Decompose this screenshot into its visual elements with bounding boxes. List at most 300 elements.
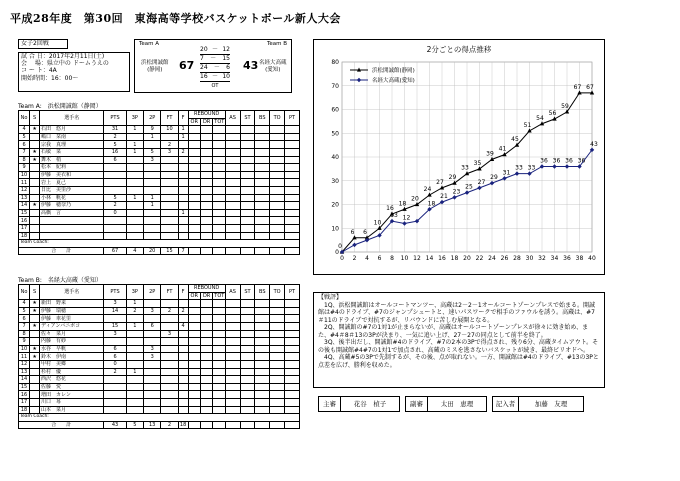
empty-cell xyxy=(188,179,200,187)
empty-cell xyxy=(188,353,200,361)
player-cell: 7 xyxy=(19,322,30,330)
empty-cell xyxy=(255,406,270,414)
player-cell: 3 xyxy=(161,330,178,338)
player-cell xyxy=(178,179,188,187)
team-a-label: Team A xyxy=(139,41,160,47)
hdr-f: F xyxy=(178,285,188,300)
empty-cell xyxy=(270,126,285,134)
y-tick-label: 60 xyxy=(331,106,339,114)
empty-cell xyxy=(213,338,225,346)
player-cell xyxy=(144,406,161,414)
player-cell: 16 xyxy=(19,217,30,225)
empty-cell xyxy=(188,360,200,368)
hdr-3p: 3P xyxy=(126,111,143,126)
player-cell: 8 xyxy=(19,330,30,338)
empty-cell xyxy=(188,330,200,338)
player-cell xyxy=(104,406,126,414)
empty-cell xyxy=(213,406,225,414)
player-cell: 西沢 悠花 xyxy=(40,376,104,384)
player-cell xyxy=(40,232,104,240)
empty-cell xyxy=(285,368,300,376)
empty-cell xyxy=(285,391,300,399)
x-tick-label: 24 xyxy=(488,255,496,262)
player-cell: 6 xyxy=(19,141,30,149)
score-progress-chart xyxy=(313,39,605,275)
empty-cell xyxy=(285,322,300,330)
player-cell xyxy=(161,164,178,172)
player-cell xyxy=(30,164,40,172)
empty-cell xyxy=(270,345,285,353)
empty-cell xyxy=(213,179,225,187)
q4-b: 10 xyxy=(222,73,230,80)
hdr-dr: DR xyxy=(200,292,212,300)
player-cell: 舞木 梢 xyxy=(40,156,104,164)
player-cell: 1 xyxy=(126,148,143,156)
x-tick-label: 8 xyxy=(390,255,394,262)
total-cell: 67 xyxy=(104,247,126,255)
empty-cell xyxy=(285,133,300,141)
player-row xyxy=(19,398,300,406)
empty-cell xyxy=(225,164,240,172)
data-label: 33 xyxy=(527,164,536,172)
empty-cell xyxy=(225,217,240,225)
player-cell: 10 xyxy=(19,345,30,353)
player-cell xyxy=(161,171,178,179)
player-cell xyxy=(126,164,143,172)
hdr-tot: TOT xyxy=(214,292,225,299)
player-cell: 1 xyxy=(144,133,161,141)
data-label: 6 xyxy=(363,228,367,236)
empty-cell xyxy=(270,194,285,202)
player-row xyxy=(19,376,300,384)
x-tick-label: 20 xyxy=(463,255,471,262)
empty-cell xyxy=(213,209,225,217)
empty-cell xyxy=(270,217,285,225)
empty-cell xyxy=(213,307,225,315)
player-row xyxy=(19,391,300,399)
player-cell: 伊藤 瑞穂 xyxy=(40,307,104,315)
player-cell xyxy=(104,186,126,194)
player-cell: 16 xyxy=(104,148,126,156)
empty-cell xyxy=(188,164,200,172)
empty-cell xyxy=(255,141,270,149)
player-cell xyxy=(178,383,188,391)
empty-cell xyxy=(225,330,240,338)
data-point xyxy=(415,202,419,206)
total-cell: 20 xyxy=(144,247,161,255)
data-label: 39 xyxy=(486,150,494,158)
player-cell xyxy=(178,217,188,225)
x-tick-label: 10 xyxy=(400,255,409,262)
comment-paragraph: 4Q、高蔵#5の3Pで先制するが、その後、点が取れない。一方、開誠館は#4のドライブ、#13の3Pと点差を広げ、勝利を収めた。 xyxy=(318,354,599,369)
empty-cell xyxy=(188,345,200,353)
player-cell xyxy=(178,338,188,346)
player-cell: 17 xyxy=(19,224,30,232)
player-cell xyxy=(161,353,178,361)
empty-cell xyxy=(200,376,212,384)
player-cell xyxy=(144,141,161,149)
main-referee-name: 花谷 楨子 xyxy=(353,400,387,408)
team-b-stats-table xyxy=(18,284,300,429)
player-cell: 2 xyxy=(104,202,126,210)
player-cell: 11 xyxy=(19,353,30,361)
empty-cell xyxy=(240,217,255,225)
player-row xyxy=(19,232,300,240)
player-cell xyxy=(161,391,178,399)
main-referee-box xyxy=(318,396,400,412)
player-cell xyxy=(126,217,143,225)
data-label: 56 xyxy=(548,110,557,117)
player-cell xyxy=(161,232,178,240)
x-tick-label: 32 xyxy=(538,255,546,262)
legend-label: 浜松開誠館(静岡) xyxy=(372,68,415,74)
empty-cell xyxy=(200,315,212,323)
player-cell xyxy=(178,202,188,210)
sub-referee-box xyxy=(405,396,487,412)
empty-cell xyxy=(188,307,200,315)
empty-cell xyxy=(213,194,225,202)
total-zero-cell xyxy=(225,421,240,429)
player-cell xyxy=(178,224,188,232)
player-row xyxy=(19,360,300,368)
player-cell xyxy=(161,217,178,225)
comment-paragraph: 1Q、浜松開誠館はオールコートマンツー、高蔵は2－2－1オールコートゾーンプレスで始まる。開誠館は#4のドライブ、#7のジャンプシュートと、速いパスワークで相手のファウルを誘う。高蔵は、#7＃11のドライブで対抗するが、リバウンドに苦しむ展開となる。 xyxy=(318,301,595,324)
x-tick-label: 30 xyxy=(525,255,534,262)
empty-cell xyxy=(188,217,200,225)
total-zero-cell xyxy=(270,247,285,255)
data-label: 67 xyxy=(573,83,582,91)
hdr-as: AS xyxy=(225,111,240,126)
player-cell xyxy=(104,398,126,406)
player-cell xyxy=(178,345,188,353)
player-row xyxy=(19,179,300,187)
empty-cell xyxy=(188,383,200,391)
empty-cell xyxy=(270,179,285,187)
player-cell xyxy=(104,224,126,232)
empty-cell xyxy=(225,398,240,406)
player-row xyxy=(19,406,300,414)
empty-cell xyxy=(240,383,255,391)
data-point xyxy=(540,164,544,168)
data-label: 43 xyxy=(590,140,598,148)
empty-cell xyxy=(225,179,240,187)
data-point xyxy=(490,181,494,185)
player-cell xyxy=(126,406,143,414)
player-cell xyxy=(144,330,161,338)
recorder-label: 記入者 xyxy=(493,397,519,411)
team-a-name: 浜松開誠館 (静岡) xyxy=(141,60,169,73)
total-cell: 5 xyxy=(126,421,143,429)
empty-cell xyxy=(213,391,225,399)
data-label: 24 xyxy=(423,186,432,193)
player-cell xyxy=(30,330,40,338)
player-cell xyxy=(126,171,143,179)
empty-cell xyxy=(285,307,300,315)
empty-cell xyxy=(285,315,300,323)
player-row xyxy=(19,330,300,338)
y-tick-label: 80 xyxy=(331,59,339,66)
empty-cell xyxy=(255,133,270,141)
player-cell: 6 xyxy=(144,322,161,330)
player-cell: 松本 紀莉 xyxy=(40,164,104,172)
empty-cell xyxy=(225,141,240,149)
player-cell: 1 xyxy=(144,194,161,202)
total-cell: 13 xyxy=(144,421,161,429)
player-cell: 3 xyxy=(144,307,161,315)
player-cell xyxy=(161,360,178,368)
empty-cell xyxy=(200,217,212,225)
empty-cell xyxy=(255,186,270,194)
empty-cell xyxy=(200,330,212,338)
player-cell: 14 xyxy=(19,376,30,384)
x-tick-label: 2 xyxy=(352,255,357,262)
y-tick-label: 50 xyxy=(331,130,339,138)
empty-cell xyxy=(200,391,212,399)
player-cell: 2 xyxy=(104,133,126,141)
player-cell xyxy=(104,179,126,187)
empty-cell xyxy=(285,209,300,217)
x-tick-label: 34 xyxy=(550,255,559,262)
data-label: 29 xyxy=(448,174,457,182)
total-zero-cell xyxy=(285,421,300,429)
empty-cell xyxy=(255,179,270,187)
y-tick-label: 20 xyxy=(331,201,339,209)
empty-cell xyxy=(270,300,285,308)
empty-cell xyxy=(225,391,240,399)
empty-cell xyxy=(270,322,285,330)
q2-b: 15 xyxy=(222,55,230,62)
empty-cell xyxy=(285,353,300,361)
total-cell: 18 xyxy=(179,421,187,428)
data-point xyxy=(527,171,531,175)
empty-cell xyxy=(255,217,270,225)
empty-cell xyxy=(225,376,240,384)
empty-cell xyxy=(225,171,240,179)
player-cell xyxy=(178,186,188,194)
player-cell: 3 xyxy=(104,330,126,338)
data-point xyxy=(352,243,356,247)
player-cell xyxy=(144,376,161,384)
player-cell xyxy=(30,224,40,232)
data-point xyxy=(477,186,481,190)
player-cell xyxy=(40,224,104,232)
legend-marker xyxy=(357,78,361,82)
player-cell xyxy=(178,141,188,149)
empty-cell xyxy=(200,171,212,179)
data-label: 25 xyxy=(465,183,473,191)
empty-cell xyxy=(240,307,255,315)
total-zero-cell xyxy=(255,421,270,429)
empty-cell xyxy=(255,164,270,172)
player-cell: 4 xyxy=(19,126,30,134)
empty-cell xyxy=(270,315,285,323)
player-cell: 1 xyxy=(178,126,188,134)
sub-referee-name: 太田 恵理 xyxy=(440,400,474,408)
total-label: 合 計 xyxy=(19,247,104,255)
empty-cell xyxy=(240,148,255,156)
team-a-stats-table xyxy=(18,110,300,255)
info-line: 開始時間：16：00～ xyxy=(21,74,79,82)
player-cell xyxy=(178,353,188,361)
data-point xyxy=(552,164,556,168)
hdr-pt: PT xyxy=(285,111,300,126)
player-cell: ★ xyxy=(30,156,40,164)
player-cell: ★ xyxy=(30,353,40,361)
empty-cell xyxy=(200,368,212,376)
q3-a: 24 xyxy=(200,64,208,71)
empty-cell xyxy=(240,315,255,323)
player-cell xyxy=(144,164,161,172)
hdr-s: S xyxy=(30,111,40,126)
empty-cell xyxy=(285,345,300,353)
empty-cell xyxy=(200,202,212,210)
game-info-box xyxy=(18,52,130,92)
player-cell: 9 xyxy=(144,126,161,134)
data-label: 12 xyxy=(402,214,411,222)
x-tick-label: 12 xyxy=(413,255,421,262)
player-cell: 2 xyxy=(104,368,126,376)
game-round-tag: 女子2回戦 xyxy=(18,39,68,49)
sub-referee-label: 副審 xyxy=(406,397,428,411)
player-cell xyxy=(144,209,161,217)
player-cell xyxy=(126,133,143,141)
player-cell xyxy=(178,330,188,338)
data-label: 36 xyxy=(552,157,561,165)
empty-cell xyxy=(200,383,212,391)
empty-cell xyxy=(225,353,240,361)
empty-cell xyxy=(270,141,285,149)
empty-cell xyxy=(188,368,200,376)
empty-cell xyxy=(188,376,200,384)
empty-cell xyxy=(240,202,255,210)
empty-cell xyxy=(200,194,212,202)
hdr-or: OR xyxy=(188,118,200,126)
player-cell xyxy=(161,202,178,210)
data-point xyxy=(502,152,506,156)
total-zero-cell xyxy=(240,421,255,429)
player-cell xyxy=(126,353,143,361)
empty-cell xyxy=(240,232,255,240)
player-cell: 佐々 菜月 xyxy=(40,330,104,338)
empty-cell xyxy=(225,202,240,210)
player-cell: 嶋口 栞南 xyxy=(40,133,104,141)
main-referee-label: 主審 xyxy=(319,397,341,411)
info-line: コ ー ト：4A xyxy=(21,67,57,75)
total-label: 合 計 xyxy=(19,421,104,429)
player-cell: 水谷 早帆 xyxy=(40,345,104,353)
empty-cell xyxy=(200,133,212,141)
empty-cell xyxy=(255,322,270,330)
legend-label: 名経大高蔵(愛知) xyxy=(372,78,415,84)
empty-cell xyxy=(240,186,255,194)
player-cell xyxy=(144,179,161,187)
player-cell: 甲村 美郷 xyxy=(40,360,104,368)
hdr-f: F xyxy=(178,111,188,126)
hdr-as: AS xyxy=(225,285,240,300)
player-cell xyxy=(104,171,126,179)
info-line: 会 場：県立中の ドームうえの xyxy=(21,60,109,68)
player-cell xyxy=(30,186,40,194)
empty-cell xyxy=(213,186,225,194)
x-tick-label: 22 xyxy=(475,255,484,262)
hdr-no: No xyxy=(19,111,30,126)
empty-cell xyxy=(225,322,240,330)
empty-cell xyxy=(213,322,225,330)
hdr-2p: 2P xyxy=(144,285,161,300)
data-label: 13 xyxy=(390,212,398,220)
player-cell xyxy=(161,133,178,141)
total-zero-cell xyxy=(240,247,255,255)
empty-cell xyxy=(213,156,225,164)
empty-cell xyxy=(285,126,300,134)
total-zero-cell xyxy=(285,247,300,255)
player-cell: 5 xyxy=(19,307,30,315)
player-cell: 6 xyxy=(104,353,126,361)
data-label: 0 xyxy=(338,243,342,250)
player-row xyxy=(19,202,300,210)
empty-cell xyxy=(188,322,200,330)
data-label: 51 xyxy=(523,121,532,129)
empty-cell xyxy=(270,133,285,141)
empty-cell xyxy=(240,224,255,232)
empty-cell xyxy=(188,133,200,141)
player-cell xyxy=(161,209,178,217)
empty-cell xyxy=(285,398,300,406)
player-cell: 伊藤 美衣和 xyxy=(40,171,104,179)
player-cell xyxy=(178,232,188,240)
player-cell: 高橋 言 xyxy=(40,209,104,217)
empty-cell xyxy=(240,126,255,134)
player-cell xyxy=(161,179,178,187)
data-label: 10 xyxy=(373,219,382,227)
empty-cell xyxy=(225,406,240,414)
player-cell: 2 xyxy=(161,307,178,315)
player-cell: 内藤 有紗 xyxy=(40,338,104,346)
player-cell xyxy=(144,217,161,225)
empty-cell xyxy=(240,179,255,187)
empty-cell xyxy=(225,224,240,232)
empty-cell xyxy=(285,202,300,210)
player-cell: 佐藤 愛 xyxy=(40,383,104,391)
total-zero-cell xyxy=(225,247,240,255)
empty-cell xyxy=(188,156,200,164)
empty-cell xyxy=(225,307,240,315)
coach-row xyxy=(19,414,300,422)
data-point xyxy=(565,164,569,168)
player-cell xyxy=(144,300,161,308)
empty-cell xyxy=(270,330,285,338)
player-cell: 31 xyxy=(104,126,126,134)
player-cell: 9 xyxy=(19,164,30,172)
empty-cell xyxy=(213,330,225,338)
player-cell xyxy=(30,360,40,368)
data-label: 18 xyxy=(398,200,407,208)
player-cell xyxy=(144,171,161,179)
player-cell xyxy=(126,376,143,384)
empty-cell xyxy=(225,186,240,194)
player-cell: 6 xyxy=(104,345,126,353)
empty-cell xyxy=(213,232,225,240)
recorder-name: 加藤 友理 xyxy=(534,400,568,408)
total-zero-cell xyxy=(188,247,200,255)
x-tick-label: 6 xyxy=(377,255,382,262)
x-tick-label: 14 xyxy=(425,255,434,262)
empty-cell xyxy=(200,148,212,156)
empty-cell xyxy=(255,368,270,376)
player-cell xyxy=(144,338,161,346)
empty-cell xyxy=(213,300,225,308)
player-row xyxy=(19,171,300,179)
